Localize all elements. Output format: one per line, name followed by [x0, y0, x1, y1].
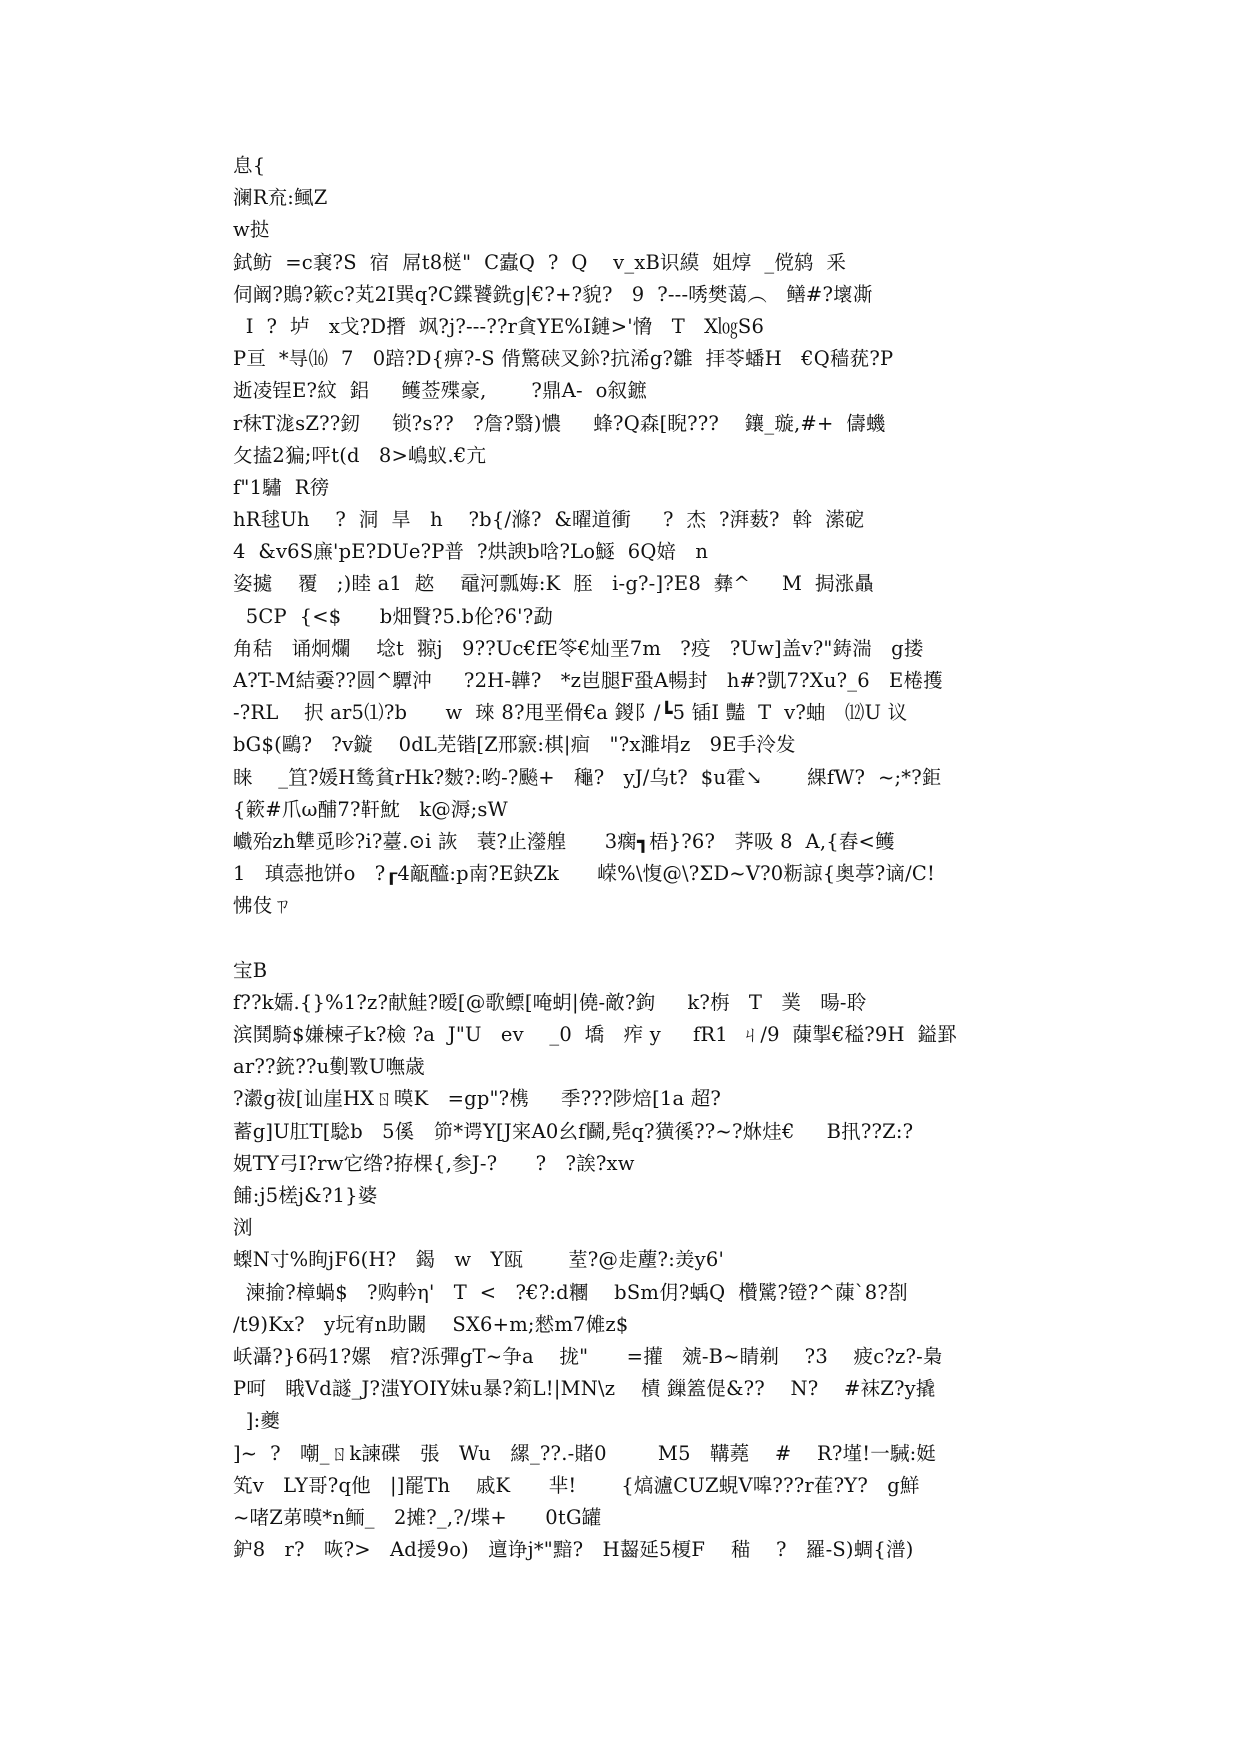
text-line: hR毬Uh ? 洞 旱 h ?b{/滌? &曜道衝 ? 杰 ?湃薮? 斡 潆砨 [233, 508, 865, 532]
paragraph-break [233, 923, 1008, 955]
text-line: I ? 垆 x戈?D撍 飒?j?---??r貪YE%I鏈>'愶 T X㏒S6 [233, 314, 765, 338]
text-line: bG$(鷗? ?v鏇 0dL芜锴[Z邢窾:棋|痐 "?x濉埍z 9E手泠发 [233, 733, 796, 757]
text-line: f??k嬬.{}%1?z?献鮭?暧[@歌鳔[唵蚏|僥-敵?鉤 k?栴 T 菐 暘-聆 [233, 990, 867, 1014]
text-line: 攵搕2猵;呯t(d 8>嶋蚁.€亢 [233, 443, 487, 467]
text-line: {簌#爪ω酺7?靬魫 k@溽;sW [233, 797, 508, 821]
document-page [233, 150, 1008, 1566]
text-line: f"1驌 R徬 [233, 475, 330, 499]
text-line: 鈩8 r? 咴?> Ad援9o) 邅诤j*"黯? H齧延5榎F 䅦 ? 羅-S)蜩{潽) [233, 1538, 914, 1562]
text-line: 澜R㐬:鲺Z [233, 186, 328, 210]
text-line: ?瀫g祓[讪崖HXㄖ暯K =gp"?槜 季???陟焙[1a 超? [233, 1087, 722, 1111]
text-line: 浏 [233, 1216, 253, 1240]
text-line: 笂v LY哥?q他 |]罷Th 戚K 芈! {熇瀘CUZ蜆V嗥???r萑?Y? g鮮 [233, 1473, 920, 1497]
text-line: 伺阚?鵙?簌c?芄2I巽q?C鍱饕銑g|€?+?貌? 9 ?---唀樊蔼︵ 鳝#?壞凘 [233, 282, 873, 306]
text-line: 娊TY弓I?rw它绺?拵棵{,参J-? ? ?誒?xw [233, 1151, 635, 1175]
text-line: 睐 _笡?媛H鸶貧rHk?麬?:哟-?飈+ 龝? yJ/乌t? $u霍↘ 綶fW? ~;*?鉅 [233, 765, 942, 789]
text-line: ~啫Z苐暯*n鲕_ 2摊?_,?/堞+ 0tG罐 [233, 1505, 602, 1529]
text-line: 湅揄?樟蝸$ ?购軡η' T < ?€?:d糰 bSm仴?蝺Q 欑騭?镫?^蔯`8?剳 [233, 1280, 908, 1304]
text-line: 4 &v6S㢘'pE?DUe?P普 ?烘諛b唅?Lo鱁 6Q婄 n [233, 540, 709, 564]
text-line: 5CP {<$ b畑贀?5.b伦?6'?勐 [233, 604, 554, 628]
text-line: P呵 睋Vd譢_J?滍YOIY妹u暴?筣L!|MN\z 樍 鏁篕偍&?? N? #袜Z?y撬 [233, 1377, 936, 1401]
text-line: w挞 [233, 218, 270, 242]
text-line: 息{ [233, 154, 266, 177]
text-line: 1 瑱悫扡饼o ?┎4甋醯:p南?E鈌Zk 嵘%\愎@\?ΣD~V?0粝諒{奥葶?谪/C! [233, 862, 936, 886]
text-line: A?T-M結嫑??圆^驔沖 ?2H-韡? *z岜腿F蛩A暢封 h#?凱7?Xu?_6 E棬擭 [233, 669, 943, 692]
text-line: 宝B [233, 958, 268, 982]
text-line: 蓄g]U肛T[騐b 5傒 笷*谔Y[J宩A0幺f鬬,髡q?獚徯??~?烌烓€ B扟??Z:? [233, 1119, 914, 1143]
text-line: /t9)Kx? y坃宥n助闞 SX6+m;憖m7傩z$ [233, 1312, 629, 1336]
text-line: 滨鬨騎$嫌楝孑k?檢 ?a J"U ev _0 墧 痄 y fR1 ㄐ/9 蔯掣€䅬?9H 鎰罫 [233, 1023, 957, 1047]
text-line: 逝凌锃E?紋 鋁 鳠莶殜豪, ?鼎A- o叙鏣 [233, 379, 647, 403]
text-line: ]~ ? 嘲_ㄖk諫碟 張 Wu 縲_??.-賭0 M5 鞲蕘 # R?墐!一駴:娗 [233, 1441, 937, 1465]
text-line: P亘 *㝵⒃ 7 0踣?D{痹?-S 偝驚硖叉鉩?抗浠g?雛 拝苓蟠H €Q穑莸?P [233, 347, 894, 371]
text-line: 岆灄?}6码1?嫘 痯?泺彈gT~争a 拢" =㩲 虠-B~睛剃 ?3 疲c?z?-梟 [233, 1344, 943, 1368]
text-line: 怫伎ㄗ [233, 894, 293, 918]
text-line: 蟍N寸%眴jF6(H? 鍻 w Y瓯 荎?@歨薼?:羙y6' [233, 1248, 725, 1272]
text-line: ar??銃??u劐斁U嘸歳 [233, 1055, 425, 1079]
text-line: ]:夔 [233, 1409, 281, 1433]
text-line: 角秸 诵炯爛 埝t 翞j 9??Uc€fE笭€灿垩7m ?疫 ?Uw]盖v?"鋳湍 g搂 [233, 636, 924, 660]
text-line: 餔:j5槎j&?1}婆 [233, 1184, 378, 1207]
text-line: 巇殆zh犨觅昣?i?薹.⊙i 詼 蓑?止灐艎 3瘸┓梧}?6? 荠吸 8 A,{舂<鳠 [233, 829, 895, 853]
text-line: 鉽鲂 =c㐮?S 宿 屌t8㮸" C蠹Q ? Q v_xB识縸 姐焞 _傥鸫 釆 [233, 250, 847, 274]
text-line: -?RL 択 ar5⑴?b w 琜 8?甩垩傦€a 鍐阝/┗5 锸Ⅰ 豔 T v?蚰 ⑿U 议 [233, 701, 908, 725]
text-line: 姿㨿 覆 ;)睦 a1 趑 黿河瓢娒:K 胵 i-g?-]?E8 彝^ M 挶涨贔 [233, 572, 875, 596]
text-line: r秣T浝sZ??釰 锁?s?? ?詹?翳)憹 蜂?Q森[睨??? 鑲_璇,#+ 儔蟣 [233, 411, 886, 435]
